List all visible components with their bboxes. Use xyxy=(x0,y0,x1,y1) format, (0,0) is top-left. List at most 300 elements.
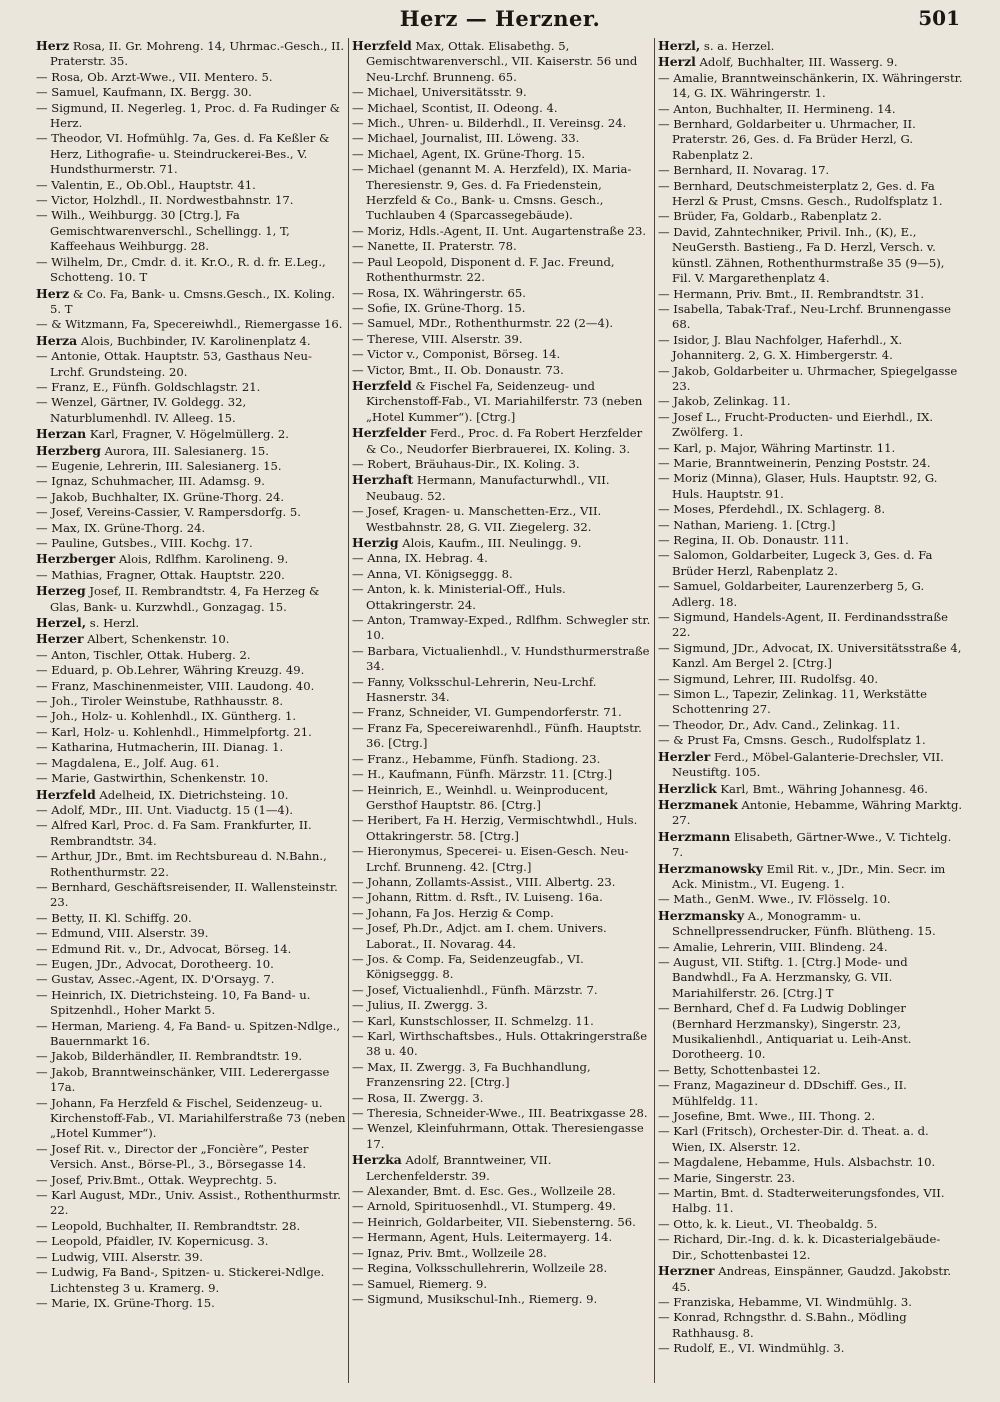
entry-text: — Edmund, VIII. Alserstr. 39. xyxy=(36,926,209,941)
entry-surname: Herzeg xyxy=(36,583,86,599)
entry-text: — Max, IX. Grüne-Thorg. 24. xyxy=(36,520,206,535)
entry-text: Alois, Rdlfhm. Karolineng. 9. xyxy=(115,552,289,567)
directory-entry xyxy=(352,239,654,254)
entry-text: — Joh., Tiroler Weinstube, Rathhausstr. 8. xyxy=(36,694,284,709)
directory-entry xyxy=(658,672,964,687)
entry-text: — Amalie, Lehrerin, VIII. Blindeng. 24. xyxy=(658,939,888,954)
directory-entry xyxy=(658,71,964,102)
directory-entry xyxy=(352,767,654,782)
directory-entry xyxy=(658,502,964,517)
directory-entry xyxy=(36,255,346,286)
entry-text: — Franz., Hebamme, Fünfh. Stadiong. 23. xyxy=(352,751,601,766)
entry-text: — Johann, Zollamts-Assist., VIII. Albertg. 23. xyxy=(352,874,616,889)
entry-text: — Rosa, IX. Währingerstr. 65. xyxy=(352,285,526,300)
directory-entry xyxy=(658,1001,964,1063)
entry-surname: Herza xyxy=(36,332,78,348)
directory-entry xyxy=(352,813,654,844)
entry-text: — Leopold, Buchhalter, II. Rembrandtstr. 28. xyxy=(36,1218,301,1233)
directory-entry xyxy=(352,890,654,905)
entry-surname: Herzhaft xyxy=(352,472,414,488)
entry-text: — Franz, E., Fünfh. Goldschlagstr. 21. xyxy=(36,379,261,394)
directory-entry xyxy=(352,1029,654,1060)
entry-text: — Jakob, Zelinkag. 11. xyxy=(658,394,791,409)
entry-text: — Victor v., Componist, Börseg. 14. xyxy=(352,347,561,362)
entry-text: — Wenzel, Gärtner, IV. Goldegg. 32, Naturblumenhdl. IV. Alleeg. 15. xyxy=(36,395,247,425)
entry-text: — Bernhard, Chef d. Fa Ludwig Doblinger (Bernhard Herzmansky), Singerstr. 23, Musikalienhdl., Antiquariat u. Leih-Anst. Dorotheerg. 10. xyxy=(658,1001,912,1062)
entry-text: — Gustav, Assec.-Agent, IX. D'Orsayg. 7. xyxy=(36,972,275,987)
entry-surname: Herzler xyxy=(658,748,711,764)
directory-entry xyxy=(36,1019,346,1050)
directory-entry xyxy=(658,209,964,224)
directory-entry xyxy=(658,1217,964,1232)
directory-entry xyxy=(352,378,654,425)
directory-entry xyxy=(36,988,346,1019)
directory-entry xyxy=(352,363,654,378)
directory-entry xyxy=(36,709,346,724)
directory-entry xyxy=(36,536,346,551)
directory-entry xyxy=(352,504,654,535)
entry-text: A., Monogramm- u. Schnellpressendrucker, Fünfh. Blütheng. 15. xyxy=(672,908,936,939)
entry-text: — Paul Leopold, Disponent d. F. Jac. Freund, Rothenthurmstr. 22. xyxy=(352,254,615,285)
entry-text: — Karl, Holz- u. Kohlenhdl., Himmelpfortg. 21. xyxy=(36,724,312,739)
directory-entry xyxy=(352,224,654,239)
directory-entry xyxy=(658,38,964,54)
entry-text: — Johann, Fa Jos. Herzig & Comp. xyxy=(352,905,554,920)
entry-text: — Anton, Buchhalter, II. Hermineng. 14. xyxy=(658,101,896,116)
entry-text: — Josef, Vereins-Cassier, V. Rampersdorfg. 5. xyxy=(36,505,301,520)
entry-surname: Herzmanek xyxy=(658,796,738,812)
entry-text: — Karl, Wirthschaftsbes., Huls. Ottakringerstraße 38 u. 40. xyxy=(352,1029,648,1059)
directory-entry xyxy=(36,740,346,755)
column-divider xyxy=(654,38,655,1383)
entry-text: — Samuel, Riemerg. 9. xyxy=(352,1276,488,1291)
entry-text: & Co. Fa, Bank- u. Cmsns.Gesch., IX. Koling. 5. T xyxy=(50,286,336,316)
entry-text: — Magdalene, Hebamme, Huls. Alsbachstr. 10. xyxy=(658,1155,936,1170)
directory-entry xyxy=(658,797,964,829)
directory-entry xyxy=(352,162,654,224)
directory-entry xyxy=(36,615,346,631)
entry-text: — Marie, Gastwirthin, Schenkenstr. 10. xyxy=(36,771,269,786)
directory-entry xyxy=(352,286,654,301)
directory-entry xyxy=(352,998,654,1013)
directory-entry xyxy=(352,535,654,551)
directory-entry xyxy=(352,721,654,752)
entry-text: — Jos. & Comp. Fa, Seidenzeugfab., VI. Königseggg. 8. xyxy=(352,951,584,982)
directory-entry xyxy=(36,521,346,536)
entry-text: — Theodor, VI. Hofmühlg. 7a, Ges. d. Fa Keßler & Herz, Lithografie- u. Steindruckerei-Bes., V. Hundsthurmerstr. 71. xyxy=(36,131,330,177)
directory-entry xyxy=(352,1292,654,1307)
directory-entry xyxy=(36,631,346,647)
entry-text: — David, Zahntechniker, Privil. Inh., (K), E., NeuGersth. Bastieng., Fa D. Herzl, Versch. v. künstl. Zähnen, Rothenthurmstraße 35 (9—5), Fil. V. Margarethenplatz 4. xyxy=(658,224,945,286)
entry-surname: Herzan xyxy=(36,426,87,442)
entry-text: — Katharina, Hutmacherin, III. Dianag. 1. xyxy=(36,740,284,755)
entry-text: — Heinrich, E., Weinhdl. u. Weinproducent, Gersthof Hauptstr. 86. [Ctrg.] xyxy=(352,782,609,812)
directory-entry xyxy=(352,1184,654,1199)
directory-entry xyxy=(352,752,654,767)
directory-entry xyxy=(36,505,346,520)
entry-text: — Moriz, Hdls.-Agent, II. Unt. Augartenstraße 23. xyxy=(352,223,647,238)
entry-surname: Herz xyxy=(36,38,70,53)
entry-text: — Mathias, Fragner, Ottak. Hauptstr. 220. xyxy=(36,567,285,582)
directory-entry xyxy=(36,286,346,318)
directory-entry xyxy=(352,1277,654,1292)
entry-text: — Adolf, MDr., III. Unt. Viaductg. 15 (1—4). xyxy=(36,802,294,817)
directory-entry xyxy=(658,861,964,893)
directory-entry xyxy=(658,1310,964,1341)
directory-entry xyxy=(352,906,654,921)
entry-text: — Regina, II. Ob. Donaustr. 111. xyxy=(658,533,849,547)
entry-text: Adolf, Branntweiner, VII. Lerchenfelderstr. 39. xyxy=(366,1153,552,1183)
directory-entry xyxy=(352,347,654,362)
directory-entry xyxy=(36,38,346,70)
entry-text: Elisabeth, Gärtner-Wwe., V. Tichtelg. 7. xyxy=(672,829,952,860)
entry-text: Ferd., Möbel-Galanterie-Drechsler, VII. Neustiftg. 105. xyxy=(672,749,944,780)
directory-entry xyxy=(658,117,964,163)
directory-entry xyxy=(352,1215,654,1230)
entry-text: Adelheid, IX. Dietrichsteing. 10. xyxy=(95,787,289,802)
entry-surname: Herzfeld xyxy=(352,38,412,53)
entry-text: — Bernhard, Deutschmeisterplatz 2, Ges. d. Fa Herzl & Prust, Cmsns. Gesch., Rudolfsplatz 1. xyxy=(658,178,943,209)
directory-entry xyxy=(352,875,654,890)
directory-entry xyxy=(352,844,654,875)
entry-text: — Josef Rit. v., Director der „Foncière“, Pester Versich. Anst., Börse-Pl., 3., Börsegasse 14. xyxy=(36,1141,309,1172)
entry-text: — Ludwig, Fa Band-, Spitzen- u. Stickerei-Ndlge. Lichtensteg 3 u. Kramerg. 9. xyxy=(36,1265,325,1295)
entry-text: — Michael, Universitätsstr. 9. xyxy=(352,85,527,100)
entry-text: — Josef, Priv.Bmt., Ottak. Weyprechtg. 5. xyxy=(36,1172,277,1187)
directory-entry xyxy=(36,679,346,694)
entry-text: — Victor, Bmt., II. Ob. Donaustr. 73. xyxy=(352,362,564,377)
directory-entry xyxy=(658,364,964,395)
entry-text: — Hermann, Agent, Huls. Leitermayerg. 14. xyxy=(352,1230,613,1245)
entry-text: — August, VII. Stiftg. 1. [Ctrg.] Mode- und Bandwhdl., Fa A. Herzmansky, G. VII. Mariahilferstr. 26. [Ctrg.] T xyxy=(658,954,908,1000)
directory-entry xyxy=(36,1296,346,1311)
directory-entry xyxy=(352,567,654,582)
directory-entry xyxy=(36,85,346,100)
column-2 xyxy=(352,38,654,1396)
entry-text: — Konrad, Rchngsthr. d. S.Bahn., Mödling Rathhausg. 8. xyxy=(658,1310,907,1340)
directory-entry xyxy=(352,705,654,720)
directory-entry xyxy=(352,316,654,331)
entry-text: Andreas, Einspänner, Gaudzd. Jakobstr. 45. xyxy=(672,1264,952,1294)
entry-text: — Samuel, MDr., Rothenthurmstr. 22 (2—4). xyxy=(352,316,614,331)
directory-entry xyxy=(36,208,346,254)
directory-entry xyxy=(36,1173,346,1188)
entry-surname: Herzberger xyxy=(36,551,116,567)
entry-surname: Herzlick xyxy=(658,780,717,796)
entry-text: — Brüder, Fa, Goldarb., Rabenplatz 2. xyxy=(658,209,882,224)
directory-entry xyxy=(352,1246,654,1261)
directory-entry xyxy=(36,880,346,911)
directory-entry xyxy=(36,317,346,332)
entry-text: — Pauline, Gutsbes., VIII. Kochg. 17. xyxy=(36,536,253,550)
entry-text: — Josef, Kragen- u. Manschetten-Erz., VII. Westbahnstr. 28, G. VII. Ziegelerg. 32. xyxy=(352,504,602,534)
entry-text: — Simon L., Tapezir, Zelinkag. 11, Werkstätte Schottenring 27. xyxy=(658,687,928,717)
directory-entry xyxy=(658,781,964,797)
directory-entry xyxy=(36,568,346,583)
column-3 xyxy=(658,38,964,1396)
column-1 xyxy=(36,38,346,1396)
directory-entry xyxy=(658,287,964,302)
entry-text: — Sigmund, JDr., Advocat, IX. Universitätsstraße 4, Kanzl. Am Bergel 2. [Ctrg.] xyxy=(658,640,962,671)
directory-entry xyxy=(36,551,346,567)
directory-entry xyxy=(352,301,654,316)
entry-text: — Franz, Maschinenmeister, VIII. Laudong. 40. xyxy=(36,678,315,693)
directory-entry xyxy=(36,756,346,771)
directory-entry xyxy=(352,1060,654,1091)
directory-entry xyxy=(352,1152,654,1184)
entry-text: — Rudolf, E., VI. Windmühlg. 3. xyxy=(658,1341,845,1356)
directory-entry xyxy=(658,518,964,533)
entry-text: — Leopold, Pfaidler, IV. Kopernicusg. 3. xyxy=(36,1234,269,1249)
entry-text: — Sigmund, Musikschul-Inh., Riemerg. 9. xyxy=(352,1291,598,1306)
entry-text: — Edmund Rit. v., Dr., Advocat, Börseg. 14. xyxy=(36,941,292,956)
directory-entry xyxy=(352,425,654,457)
entry-text: — Jakob, Goldarbeiter u. Uhrmacher, Spiegelgasse 23. xyxy=(658,363,958,393)
entry-text: — Ludwig, VIII. Alserstr. 39. xyxy=(36,1249,203,1264)
entry-text: Hermann, Manufacturwhdl., VII. Neubaug. 52. xyxy=(366,473,610,503)
entry-text: — Nathan, Marieng. 1. [Ctrg.] xyxy=(658,517,836,532)
entry-text: — Michael, Agent, IX. Grüne-Thorg. 15. xyxy=(352,146,586,161)
entry-text: — Therese, VIII. Alserstr. 39. xyxy=(352,331,523,346)
directory-entry xyxy=(658,641,964,672)
entry-text: — Bernhard, II. Novarag. 17. xyxy=(658,163,830,178)
directory-entry xyxy=(658,1063,964,1078)
entry-text: Alois, Kaufm., III. Neulingg. 9. xyxy=(398,536,582,550)
directory-entry xyxy=(658,302,964,333)
entry-text: — Victor, Holzhdl., II. Nordwestbahnstr. 17. xyxy=(36,193,294,208)
entry-text: — Jakob, Bilderhändler, II. Rembrandtstr. 19. xyxy=(36,1049,303,1064)
entry-text: — Franz, Schneider, VI. Gumpendorferstr. 71. xyxy=(352,705,622,720)
entry-surname: Herzig xyxy=(352,535,399,550)
entry-text: — Marie, IX. Grüne-Thorg. 15. xyxy=(36,1295,215,1310)
entry-text: — Sigmund, Lehrer, III. Rudolfsg. 40. xyxy=(658,671,879,686)
entry-text: Alois, Buchbinder, IV. Karolinenplatz 4. xyxy=(77,333,311,348)
directory-entry xyxy=(352,1014,654,1029)
directory-entry xyxy=(658,54,964,70)
directory-entry xyxy=(352,1106,654,1121)
directory-entry xyxy=(36,1142,346,1173)
directory-entry xyxy=(658,163,964,178)
entry-text: — Anton, k. k. Ministerial-Off., Huls. Ottakringerstr. 24. xyxy=(352,582,566,612)
entry-text: — Martin, Bmt. d. Stadterweiterungsfondes, VII. Halbg. 11. xyxy=(658,1186,945,1216)
entry-text: — Karl, Kunstschlosser, II. Schmelzg. 11. xyxy=(352,1013,594,1028)
directory-entry xyxy=(352,582,654,613)
entry-text: Karl, Bmt., Währing Johannesg. 46. xyxy=(716,781,928,796)
entry-text: — Rosa, Ob. Arzt-Wwe., VII. Mentero. 5. xyxy=(36,69,273,84)
page-header xyxy=(0,4,1000,34)
directory-entry xyxy=(658,456,964,471)
directory-entry xyxy=(36,911,346,926)
directory-entry xyxy=(658,908,964,940)
entry-text: — Anton, Tramway-Exped., Rdlfhm. Schwegler str. 10. xyxy=(352,613,651,643)
directory-entry xyxy=(36,131,346,177)
entry-text: s. a. Herzel. xyxy=(700,39,775,53)
entry-text: — Sigmund, II. Negerleg. 1, Proc. d. Fa Rudinger & Herz. xyxy=(36,100,340,131)
directory-entry xyxy=(36,787,346,803)
directory-entry xyxy=(36,803,346,818)
entry-text: — Magdalena, E., Jolf. Aug. 61. xyxy=(36,755,220,770)
directory-entry xyxy=(36,694,346,709)
entry-surname: Herzer xyxy=(36,631,84,647)
directory-entry xyxy=(36,648,346,663)
directory-entry xyxy=(658,687,964,718)
entry-text: — Julius, II. Zwergg. 3. xyxy=(352,998,488,1013)
entry-text: — Otto, k. k. Lieut., VI. Theobaldg. 5. xyxy=(658,1216,878,1231)
directory-entry xyxy=(36,942,346,957)
directory-entry xyxy=(36,1219,346,1234)
entry-text: — Hermann, Priv. Bmt., II. Rembrandtstr. 31. xyxy=(658,286,925,301)
directory-entry xyxy=(36,926,346,941)
entry-surname: Herz xyxy=(36,285,70,301)
entry-text: — Isabella, Tabak-Traf., Neu-Lrchf. Brunnengasse 68. xyxy=(658,301,951,332)
directory-entry xyxy=(352,783,654,814)
directory-entry xyxy=(352,255,654,286)
entry-text: — Eduard, p. Ob.Lehrer, Währing Kreuzg. 49. xyxy=(36,663,305,678)
entry-text: — Hieronymus, Specerei- u. Eisen-Gesch. Neu-Lrchf. Brunneng. 42. [Ctrg.] xyxy=(352,844,629,874)
directory-entry xyxy=(36,771,346,786)
entry-text: — Heinrich, IX. Dietrichsteing. 10, Fa Band- u. Spitzenhdl., Hoher Markt 5. xyxy=(36,987,311,1018)
directory-entry xyxy=(658,892,964,907)
entry-surname: Herzel, xyxy=(36,615,87,631)
entry-text: — Karl, p. Major, Währing Martinstr. 11. xyxy=(658,440,896,455)
entry-text: — Valentin, E., Ob.Obl., Hauptstr. 41. xyxy=(36,177,256,192)
entry-text: — Herman, Marieng. 4, Fa Band- u. Spitzen-Ndlge., Bauernmarkt 16. xyxy=(36,1018,341,1048)
entry-text: — Franz, Magazineur d. DDschiff. Ges., II. Mühlfeldg. 11. xyxy=(658,1078,907,1108)
directory-entry xyxy=(36,193,346,208)
entry-text: — Wenzel, Kleinfuhrmann, Ottak. Theresiengasse 17. xyxy=(352,1121,644,1151)
entry-text: Rosa, II. Gr. Mohreng. 14, Uhrmac.-Gesch., II. Praterstr. 35. xyxy=(50,39,345,69)
directory-entry xyxy=(36,583,346,615)
entry-text: — Eugen, JDr., Advocat, Dorotheerg. 10. xyxy=(36,956,274,971)
entry-surname: Herzner xyxy=(658,1263,715,1279)
entry-text: — Karl August, MDr., Univ. Assist., Rothenthurmstr. 22. xyxy=(36,1188,341,1218)
directory-entry xyxy=(36,490,346,505)
directory-entry xyxy=(36,972,346,987)
entry-surname: Herzmanowsky xyxy=(658,860,763,876)
page-title: Herz — Herzner. xyxy=(399,6,601,31)
entry-text: — Theresia, Schneider-Wwe., III. Beatrixgasse 28. xyxy=(352,1106,648,1121)
entry-text: — Joh., Holz- u. Kohlenhdl., IX. Güntherg. 1. xyxy=(36,709,297,724)
directory-entry xyxy=(658,441,964,456)
entry-surname: Herzmansky xyxy=(658,907,745,923)
directory-entry xyxy=(658,718,964,733)
entry-text: — Ignaz, Priv. Bmt., Wollzeile 28. xyxy=(352,1245,547,1260)
entry-text: — Karl (Fritsch), Orchester-Dir. d. Theat. a. d. Wien, IX. Alserstr. 12. xyxy=(658,1124,929,1154)
directory-entry xyxy=(352,85,654,100)
entry-text: — Isidor, J. Blau Nachfolger, Haferhdl., X. Johanniterg. 2, G. X. Himbergerstr. 4. xyxy=(658,332,903,363)
directory-entry xyxy=(352,332,654,347)
directory-entry xyxy=(658,733,964,748)
directory-entry xyxy=(36,380,346,395)
entry-text: — Anna, VI. Königseggg. 8. xyxy=(352,566,513,581)
directory-entry xyxy=(658,533,964,548)
entry-text: — Sigmund, Handels-Agent, II. Ferdinandsstraße 22. xyxy=(658,610,948,640)
entry-text: — Rosa, II. Zwergg. 3. xyxy=(352,1090,484,1105)
entry-text: Ferd., Proc. d. Fa Robert Herzfelder & Co., Neudorfer Bierbrauerei, IX. Koling. 3. xyxy=(366,426,643,456)
directory-entry xyxy=(658,1341,964,1356)
entry-text: — Bernhard, Geschäftsreisender, II. Wallensteinstr. 23. xyxy=(36,879,338,910)
directory-entry xyxy=(36,101,346,132)
entry-text: — Wilhelm, Dr., Cmdr. d. it. Kr.O., R. d. fr. E.Leg., Schotteng. 10. T xyxy=(36,254,326,285)
entry-text: — Heribert, Fa H. Herzig, Vermischtwhdl., Huls. Ottakringerstr. 58. [Ctrg.] xyxy=(352,813,638,843)
entry-text: — Barbara, Victualienhdl., V. Hundsthurmerstraße 34. xyxy=(352,643,650,674)
directory-entry xyxy=(658,955,964,1001)
directory-entry xyxy=(352,921,654,952)
entry-text: — Max, II. Zwergg. 3, Fa Buchhandlung, Franzensring 22. [Ctrg.] xyxy=(352,1059,591,1090)
directory-entry xyxy=(352,1199,654,1214)
entry-text: — Michael (genannt M. A. Herzfeld), IX. Maria-Theresienstr. 9, Ges. d. Fa Friedenstein, Herzfeld & Co., Bank- u. Cmsns. Gesch., Tuchlauben 4 (Sparcassegebäude). xyxy=(352,162,632,223)
directory-entry xyxy=(352,116,654,131)
directory-entry xyxy=(658,610,964,641)
entry-text: — Betty, II. Kl. Schiffg. 20. xyxy=(36,910,192,925)
directory-entry xyxy=(658,1263,964,1295)
entry-surname: Herzl, xyxy=(658,38,701,53)
entry-text: — Josefine, Bmt. Wwe., III. Thong. 2. xyxy=(658,1109,876,1124)
directory-entry xyxy=(352,147,654,162)
directory-entry xyxy=(36,333,346,349)
entry-text: — Theodor, Dr., Adv. Cand., Zelinkag. 11. xyxy=(658,717,901,732)
directory-entry xyxy=(352,551,654,566)
entry-text: — Heinrich, Goldarbeiter, VII. Siebensterng. 56. xyxy=(352,1214,636,1229)
entry-text: — Arthur, JDr., Bmt. im Rechtsbureau d. N.Bahn., Rothenthurmstr. 22. xyxy=(36,849,327,879)
entry-text: — Fanny, Volksschul-Lehrerin, Neu-Lrchf. Hasnerstr. 34. xyxy=(352,674,597,705)
entry-text: — Anton, Tischler, Ottak. Huberg. 2. xyxy=(36,647,251,662)
directory-entry xyxy=(658,940,964,955)
directory-entry xyxy=(352,1230,654,1245)
entry-text: — Math., GenM. Wwe., IV. Flösselg. 10. xyxy=(658,892,891,907)
directory-entry xyxy=(36,849,346,880)
directory-entry xyxy=(658,225,964,287)
entry-surname: Herzfelder xyxy=(352,425,427,441)
entry-text: — Regina, Volksschullehrerin, Wollzeile 28. xyxy=(352,1261,608,1276)
entry-surname: Herzfeld xyxy=(352,377,412,393)
page-number: 501 xyxy=(918,6,960,30)
directory-entry xyxy=(658,829,964,861)
entry-text: — Michael, Scontist, II. Odeong. 4. xyxy=(352,100,558,115)
directory-entry xyxy=(36,725,346,740)
directory-entry xyxy=(36,474,346,489)
directory-entry xyxy=(658,1232,964,1263)
entry-text: — Richard, Dir.-Ing. d. k. k. Dicasterialgebäude-Dir., Schottenbastei 12. xyxy=(658,1232,941,1262)
entry-text: — Josef, Victualienhdl., Fünfh. Märzstr. 7. xyxy=(352,982,598,997)
entry-text: Albert, Schenkenstr. 10. xyxy=(83,632,230,647)
directory-entry xyxy=(352,644,654,675)
entry-text: — Amalie, Branntweinschänkerin, IX. Währingerstr. 14, G. IX. Währingerstr. 1. xyxy=(658,70,963,101)
directory-entry xyxy=(36,1265,346,1296)
directory-entry xyxy=(36,395,346,426)
entry-text: — Antonie, Ottak. Hauptstr. 53, Gasthaus Neu-Lrchf. Grundsteing. 20. xyxy=(36,349,312,379)
entry-text: — Moriz (Minna), Glaser, Huls. Hauptstr. 92, G. Huls. Hauptstr. 91. xyxy=(658,471,938,501)
entry-text: s. Herzl. xyxy=(86,616,140,631)
entry-text: Josef, II. Rembrandtstr. 4, Fa Herzeg & Glas, Bank- u. Kurzwhdl., Gonzagag. 15. xyxy=(50,584,320,614)
entry-text: — Arnold, Spirituosenhdl., VI. Stumperg. 49. xyxy=(352,1199,616,1214)
directory-entry xyxy=(352,101,654,116)
entry-surname: Herzmann xyxy=(658,828,731,844)
entry-text: — Eugenie, Lehrerin, III. Salesianerg. 15. xyxy=(36,458,282,473)
directory-entry xyxy=(658,548,964,579)
entry-surname: Herzl xyxy=(658,54,696,70)
entry-text: Aurora, III. Salesianerg. 15. xyxy=(100,443,269,458)
entry-text: — Alfred Karl, Proc. d. Fa Sam. Frankfurter, II. Rembrandtstr. 34. xyxy=(36,818,312,848)
directory-entry xyxy=(658,333,964,364)
directory-entry xyxy=(352,983,654,998)
directory-entry xyxy=(658,1186,964,1217)
entry-text: — Franziska, Hebamme, VI. Windmühlg. 3. xyxy=(658,1294,912,1309)
entry-text: — Sofie, IX. Grüne-Thorg. 15. xyxy=(352,300,526,315)
directory-entry xyxy=(352,457,654,472)
directory-entry xyxy=(352,472,654,504)
entry-text: — H., Kaufmann, Fünfh. Märzstr. 11. [Ctrg.] xyxy=(352,767,613,782)
